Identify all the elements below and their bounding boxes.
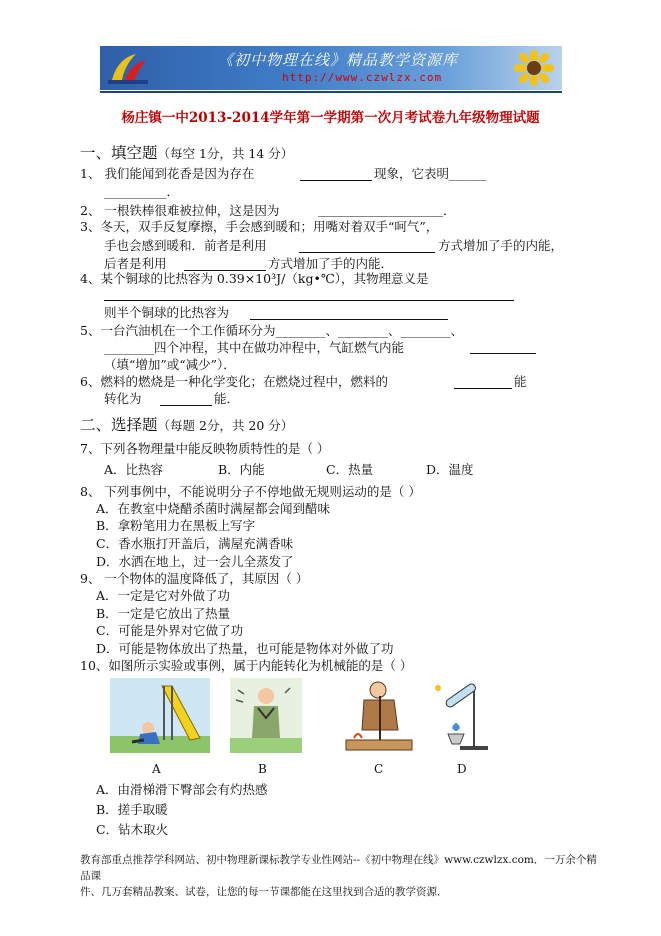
slide-picture-icon <box>110 678 210 753</box>
q4-line1: 4、某个铜球的比热容为 0.39×10³J/（kg•℃），其物理意义是 <box>80 271 429 286</box>
q2-line: 2、 一根铁棒很难被拉伸，这是因为 <box>80 203 280 218</box>
footer-line2: 件、几万套精品教案、试卷，让您的每一节课都能在这里找到合适的教学资源． <box>80 886 448 898</box>
header-rule <box>100 91 562 93</box>
q7-option-a[interactable]: A．比热容 <box>104 462 164 477</box>
q8-option-a[interactable]: A．在教室中烧醋杀菌时满屋都会闻到醋味 <box>96 501 331 516</box>
q4-line2: 则半个铜球的比热容为 <box>104 305 230 320</box>
q10-picture-label-a: A <box>152 762 161 776</box>
section2-heading <box>80 413 293 435</box>
q5-blank[interactable] <box>470 353 536 354</box>
q6-blank1[interactable] <box>454 388 512 389</box>
rubbing-hands-picture-icon <box>230 678 302 753</box>
q7-option-b[interactable]: B．内能 <box>218 462 265 477</box>
q9-option-a[interactable]: A．一定是它对外做了功 <box>96 588 231 603</box>
banner-url[interactable]: http://www.czwlzx.com <box>282 71 443 84</box>
q3-line1: 3、冬天，双手反复摩擦，手会感到暖和；用嘴对着双手“呵气”， <box>80 219 439 234</box>
drilling-wood-fire-picture-icon <box>338 678 420 756</box>
banner-title: 《初中物理在线》精品教学资源库 <box>218 51 459 69</box>
q1-line1b: 现象，它表明______ <box>374 166 487 181</box>
footer <box>80 852 600 900</box>
q10-option-c[interactable]: C．钻木取火 <box>96 822 169 837</box>
q10-stem: 10、如图所示实验或事例，属于内能转化为机械能的是（ ） <box>80 658 413 673</box>
q1-blank1[interactable] <box>300 180 372 181</box>
q6-line2b: 能． <box>214 391 240 406</box>
q7-option-c[interactable]: C．热量 <box>326 462 374 477</box>
section2-note: （每题 2分，共 20 分） <box>157 418 294 433</box>
q7-option-d[interactable]: D．温度 <box>426 462 474 477</box>
footer-line1: 教育部重点推荐学科网站、初中物理新课标教学专业性网站--《初中物理在线》www.czwlzx.com．一万余个精品课 <box>80 854 597 882</box>
q6-line1b: 能 <box>514 374 527 389</box>
section2-heading-text: 二、选择题 <box>80 416 158 434</box>
q1-line1: 1、 我们能闻到花香是因为存在 <box>80 166 255 181</box>
q7-stem: 7、下列各物理量中能反映物质特性的是（ ） <box>80 441 330 456</box>
q6-line1: 6、燃料的燃烧是一种化学变化；在燃烧过程中，燃料的 <box>80 374 388 389</box>
q4-blank2[interactable] <box>250 319 448 320</box>
q8-stem: 8、 下列事例中，不能说明分子不停地做无规则运动的是（ ） <box>80 484 421 499</box>
section1-heading-text: 一、填空题 <box>80 144 158 162</box>
section1-heading <box>80 141 293 163</box>
q3-line2b: 方式增加了手的内能， <box>438 238 564 253</box>
test-tube-heating-picture-icon <box>430 678 492 753</box>
q8-option-d[interactable]: D．水洒在地上，过一会儿全蒸发了 <box>96 554 294 569</box>
exam-title: 杨庄镇一中2013-2014学年第一学期第一次月考试卷九年级物理试题 <box>121 110 540 126</box>
q5-line1: 5、一台汽油机在一个工作循环分为________、________、________、 <box>80 323 463 338</box>
q10-picture-label-d: D <box>457 762 467 776</box>
q3-line3: 后者是利用 <box>104 256 167 271</box>
q4-blank1[interactable] <box>104 300 514 301</box>
q1-line2: __________． <box>104 184 180 199</box>
q6-blank2[interactable] <box>160 405 212 406</box>
q10-option-a[interactable]: A．由滑梯滑下臀部会有灼热感 <box>96 782 268 797</box>
q5-line3: （填“增加”或“减少”）． <box>104 357 236 372</box>
q2-blank[interactable]: ＿＿＿＿＿＿＿＿＿＿． <box>318 203 456 218</box>
q10-picture-label-b: B <box>258 762 267 776</box>
q9-option-b[interactable]: B．一定是它放出了热量 <box>96 606 231 621</box>
q8-option-b[interactable]: B．拿粉笔用力在黑板上写字 <box>96 518 256 533</box>
q9-option-c[interactable]: C．可能是外界对它做了功 <box>96 623 244 638</box>
q3-line3b: 方式增加了手的内能． <box>268 256 394 271</box>
site-logo-icon <box>106 50 150 86</box>
q3-blank1[interactable] <box>299 252 435 253</box>
q6-line2: 转化为 <box>104 391 142 406</box>
q3-line2: 手也会感到暖和．前者是利用 <box>104 238 267 253</box>
header-banner <box>100 46 562 90</box>
section1-note: （每空 1分，共 14 分） <box>157 146 294 161</box>
q5-line2: ________四个冲程，其中在做功冲程中，气缸燃气内能 <box>104 340 405 355</box>
q8-option-c[interactable]: C．香水瓶打开盖后，满屋充满香味 <box>96 536 294 551</box>
q10-picture-label-c: C <box>374 762 384 776</box>
q9-stem: 9、 一个物体的温度降低了，其原因（ ） <box>80 571 309 586</box>
q10-option-b[interactable]: B．搓手取暖 <box>96 802 168 817</box>
sunflower-icon <box>514 50 554 86</box>
q9-option-d[interactable]: D．可能是物体放出了热量，也可能是物体对外做了功 <box>96 641 394 656</box>
